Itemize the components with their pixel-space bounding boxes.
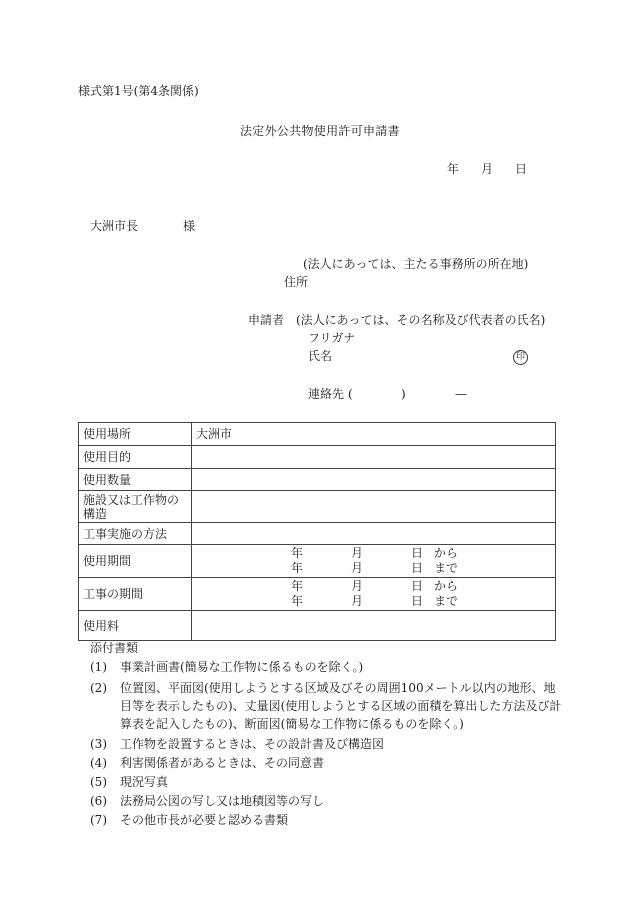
attachment-text: その他市長が必要と認める書類 xyxy=(120,813,289,827)
contact-label: 連絡先 xyxy=(308,387,345,401)
period-from: から xyxy=(434,546,459,560)
attachment-num: (5) xyxy=(90,775,107,789)
attachment-num: (4) xyxy=(90,756,107,770)
table-row xyxy=(79,611,556,641)
table-row xyxy=(79,469,556,491)
row-value-quantity[interactable] xyxy=(192,469,556,491)
construction-period-cell[interactable] xyxy=(192,578,556,611)
attachment-text: 法務局公図の写し又は地積図等の写し xyxy=(120,794,325,808)
row-value-fee[interactable] xyxy=(192,611,556,641)
table-row xyxy=(79,446,556,469)
period-day: 日 xyxy=(411,546,424,560)
attachments-heading: 添付書類 xyxy=(90,641,139,655)
attachment-num: (2) xyxy=(90,681,107,695)
attachment-text: 利害関係者があるときは、その同意書 xyxy=(120,756,325,770)
table-row xyxy=(79,545,556,578)
row-label: 使用数量 xyxy=(79,469,192,491)
seal-stamp-icon: 印 xyxy=(513,350,528,365)
applicant-role-label: 申請者 xyxy=(248,313,285,327)
form-number: 様式第1号(第4条関係) xyxy=(78,84,199,98)
period-day: 日 xyxy=(411,594,424,608)
name-label: 氏名 xyxy=(308,349,333,363)
addressee-honorific: 様 xyxy=(183,219,196,233)
period-day: 日 xyxy=(411,561,424,575)
address-note: (法人にあっては、主たる事務所の所在地) xyxy=(303,257,529,271)
attachment-text: 工作物を設置するときは、その設計書及び構造図 xyxy=(120,737,385,751)
table-row xyxy=(79,423,556,446)
period-year: 年 xyxy=(291,594,304,608)
attachment-num: (6) xyxy=(90,794,107,808)
furigana-label: フリガナ xyxy=(308,331,356,345)
application-table xyxy=(78,422,556,641)
row-label: 施設又は工作物の構造 xyxy=(79,491,192,523)
period-month: 月 xyxy=(351,594,364,608)
row-value-purpose[interactable] xyxy=(192,446,556,469)
row-label: 工事実施の方法 xyxy=(79,523,192,545)
date-year: 年 xyxy=(447,162,460,176)
addressee-name: 大洲市長 xyxy=(90,219,139,233)
attachment-text: 位置図、平面図(使用しようとする区域及びその周囲100メートル以内の地形、地 xyxy=(120,681,556,695)
row-label: 工事の期間 xyxy=(79,578,192,611)
attachment-num: (1) xyxy=(90,660,107,674)
attachment-text: 目等を表示したもの)、丈量図(使用しようとする区域の面積を算出した方法及び計 xyxy=(120,699,562,713)
row-value-place[interactable]: 大洲市 xyxy=(192,423,556,446)
attachment-text: 算表を記入したもの)、断面図(簡易な工作物に係るものを除く。) xyxy=(120,717,464,731)
period-month: 月 xyxy=(351,579,364,593)
contact-open-paren: ( xyxy=(348,387,353,401)
period-month: 月 xyxy=(351,561,364,575)
date-day: 日 xyxy=(515,162,528,176)
row-value-method[interactable] xyxy=(192,523,556,545)
table-row xyxy=(79,491,556,523)
contact-close-paren: ) xyxy=(401,387,406,401)
period-to: まで xyxy=(434,594,459,608)
name-note: (法人にあっては、その名称及び代表者の氏名) xyxy=(296,313,546,327)
period-year: 年 xyxy=(291,561,304,575)
period-to: まで xyxy=(434,561,459,575)
attachment-num: (3) xyxy=(90,737,107,751)
table-row xyxy=(79,578,556,611)
row-value-structure[interactable] xyxy=(192,491,556,523)
seal-mark xyxy=(513,348,528,365)
row-label: 使用料 xyxy=(79,611,192,641)
attachment-text: 現況写真 xyxy=(120,775,169,789)
period-day: 日 xyxy=(411,579,424,593)
contact-dash: — xyxy=(455,387,467,401)
attachment-text: 事業計画書(簡易な工作物に係るものを除く。) xyxy=(120,660,364,674)
period-year: 年 xyxy=(291,546,304,560)
date-month: 月 xyxy=(481,162,494,176)
period-from: から xyxy=(434,579,459,593)
attachment-num: (7) xyxy=(90,813,107,827)
usage-period-cell[interactable] xyxy=(192,545,556,578)
row-label: 使用期間 xyxy=(79,545,192,578)
document-title: 法定外公共物使用許可申請書 xyxy=(240,124,400,138)
period-year: 年 xyxy=(291,579,304,593)
address-label: 住所 xyxy=(284,275,309,289)
row-label: 使用目的 xyxy=(79,446,192,469)
period-month: 月 xyxy=(351,546,364,560)
table-row xyxy=(79,523,556,545)
row-label: 使用場所 xyxy=(79,423,192,446)
